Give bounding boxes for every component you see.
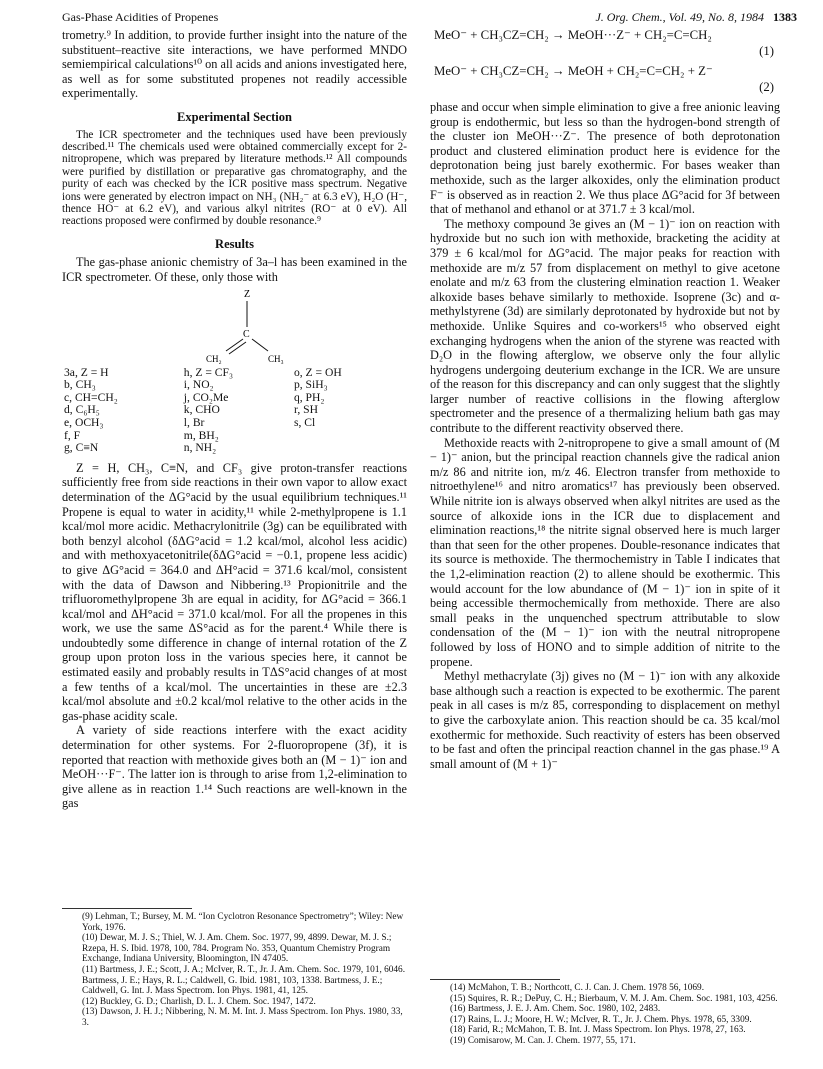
compound-cell: e, OCH₃ <box>64 415 104 429</box>
footnote: (13) Dawson, J. H. J.; Nibbering, N. M. M. Int. J. Mass Spectrom. Ion Phys. 1980, 33, 3. <box>82 1007 403 1028</box>
compound-cell: q, PH₂ <box>293 390 325 404</box>
footnote: (19) Comisarow, M. Can. J. Chem. 1977, 55, 171. <box>450 1035 636 1046</box>
methacrylate-paragraph: Methyl methacrylate (3j) gives no (M − 1)⁻ ion with any alkoxide base although such a reaction is expected to be exothermic. The parent peak in all cases is m/z 85, corresponding to displacement on methyl to give the carboxylate anion. This reaction should be ca. 35 kcal/mol exothermic for methoxide. Such reactivity of esters has been observed to be fast and often the principal reaction channel in the gas phase.¹⁹ A small amount of (M + 1)⁻ <box>430 669 780 771</box>
equation-1-number: (1) <box>759 44 774 58</box>
compound-row <box>62 379 402 392</box>
equation-2-formula: MeO⁻ + CH₃CZ=CH₂ → MeOH + CH₂=C=CH₂ + Z⁻ <box>434 64 713 78</box>
compound-cell: k, CHO <box>183 403 220 417</box>
compound-cell <box>292 430 402 443</box>
footnote: (11) Bartmess, J. E.; Scott, J. A.; McIver, R. T., Jr. J. Am. Chem. Soc. 1979, 101, 6046. Bartmess, J. E.; Hays, R. L.; Caldwell, G. Ibid. 1981, 103, 1338. Bartmess, J. E.; Caldwell, G. Int. J. Mass Spectrom. Ion Phys. 1981, 41, 125. <box>82 964 406 997</box>
footnote: (16) Bartmess, J. E. J. Am. Chem. Soc. 1980, 102, 2483. <box>450 1004 661 1015</box>
compound-table <box>62 367 402 455</box>
right-footnotes <box>430 979 780 1047</box>
left-column <box>62 28 407 811</box>
running-header-journal <box>595 10 797 25</box>
nitro-paragraph: Methoxide reacts with 2-nitropropene to give a small amount of (M − 1)⁻ anion, but the principal reaction channels give the radical anion m/z 86 and nitrite ion, m/z 46. Electron transfer from methoxide to nitroethylene¹⁶ and nitro aromatics¹⁷ has previously been observed. While nitrite ion is always observed when alkyl nitrites are used as the source of alkoxide ions in the ICR due to displacement and elimination reactions,¹⁸ the nitrite signal observed here is much larger than that seen for the other propenes. Double-resonance indicates that its source is methoxide. The thermochemistry in Table I indicates that the 1,2-elimination reaction (2) to allene should be exothermic. This would account for the low abundance of (M − 1)⁻ ion in spite of it being accessible thermochemically from methoxide. There are also small peaks in the unquenched spectrum attributable to slow condensation of the (M − 1)⁻ ion with the neutral nitropropene followed by loss of HONO and to simple addition of nitrite to the propene. <box>430 435 780 669</box>
footnote: (12) Buckley, G. D.; Charlish, D. L. J. Chem. Soc. 1947, 1472. <box>82 996 316 1007</box>
compound-cell: s, Cl <box>293 415 316 429</box>
journal-citation: J. Org. Chem., Vol. 49, No. 8, 1984 <box>595 10 764 24</box>
struct-z-label: Z <box>244 288 251 300</box>
compound-cell: m, BH₂ <box>183 428 219 442</box>
footnote: (9) Lehman, T.; Bursey, M. M. “Ion Cyclotron Resonance Spectrometry”; Wiley: New York, 1976. <box>82 912 404 933</box>
compound-cell: d, C₆H₅ <box>64 403 100 417</box>
compound-cell: o, Z = OH <box>293 365 342 379</box>
footnote: (14) McMahon, T. B.; Northcott, C. J. Can. J. Chem. 1978 56, 1069. <box>450 983 705 993</box>
compound-cell: j, CO₂Me <box>183 390 229 404</box>
compound-cell <box>292 442 402 455</box>
page-number: 1383 <box>773 10 797 24</box>
running-header-title: Gas-Phase Acidities of Propenes <box>62 10 219 24</box>
footnote: (10) Dewar, M. J. S.; Thiel, W. J. Am. Chem. Soc. 1977, 99, 4899. Dewar, M. J. S.; Rzepa, H. S. Ibid. 1978, 100, 784. Program No. 353, Quantum Chemistry Program Exchange, Indiana University, Bloomington, IN 47405. <box>82 933 392 965</box>
footnote: (15) Squires, R. R.; DePuy, C. H.; Bierbaum, V. M. J. Am. Chem. Soc. 1981, 103, 4256. <box>450 993 778 1004</box>
compound-cell: f, F <box>64 428 81 442</box>
equation-2 <box>430 64 780 98</box>
side-reactions-paragraph: A variety of side reactions interfere with the exact acidity determination for other systems. For 2-fluoropropene (3f), it is reported that reaction with methoxide gives both an (M − 1)⁻ ion and MeOH···F⁻. The latter ion is through to arise from 1,2-elimination to give allene as in reaction 1.¹⁴ Such reactions are well-known in the gas <box>62 723 407 811</box>
acidity-paragraph: Z = H, CH₃, C≡N, and CF₃ give proton-transfer reactions sufficiently free from side reactions in their own vapor to allow exact determination of the ΔG°acid by the usual equilibrium techniques.¹¹ Propene is equal to water in acidity,¹¹ while 2-methylpropene is 1.1 kcal/mol more acidic. Methacrylonitrile (3g) can be equilibrated with both benzyl alcohol (δΔG°acid = 1.2 kcal/mol, alcohol less acidic) and with methoxyacetonitrile(δΔG°acid = −0.1, propene less acidic) to give ΔG°acid = 364.0 and ΔH°acid = 371.6 kcal/mol, consistent with the data of Dawson and Nibbering.¹³ Propionitrile and the trifluoromethylpropene 3h are equal in acidity, for ΔG°acid = 366.1 kcal/mol and ΔH°acid = 371.0 kcal/mol. For all the propenes in this work, we use the same ΔS°acid as for the parent.⁴ While there is undoubtedly some difference in change of internal rotation of the Z group upon proton loss in the various species here, it cannot be estimated easily and probably results in TΔS°acid changes of at most a few tenths of a kcal/mol. The uncertainties in these are ±2.3 kcal/mol absolute and ±0.2 kcal/mol relative to the other acids in the gas-phase acidity scale. <box>62 460 407 723</box>
experimental-heading: Experimental Section <box>177 109 292 124</box>
experimental-text: The ICR spectrometer and the techniques used have been previously described.¹¹ The chemicals used were obtained commercially except for 2-nitropropene, which was prepared by literature methods.¹² All compounds were purified by distillation or preparative gas chromatography, and the purity of each was checked by the ICR positive mass spectrum. Negative ions were generated by electron impact on NH₃ (NH₂⁻ at 6.3 eV), H₂O (H⁻, thence HO⁻ at 6.2 eV), and various alkyl nitrites (RO⁻ at 0 eV). All reactions proposed were confirmed by double resonance.⁹ <box>62 128 407 228</box>
results-intro: The gas-phase anionic chemistry of 3a–l has been examined in the ICR spectrometer. Of these, only those with <box>62 255 407 284</box>
results-heading: Results <box>215 236 254 251</box>
compound-row <box>62 417 402 430</box>
compound-row <box>62 404 402 417</box>
compound-cell: 3a, Z = H <box>64 365 109 379</box>
struct-ch3-label: CH₃ <box>268 353 284 364</box>
compound-cell: g, C≡N <box>64 441 99 455</box>
bond-c-ch2-b <box>229 342 246 354</box>
footnote-rule <box>430 979 560 980</box>
compound-row <box>62 392 402 405</box>
footnote: (18) Farid, R.; McMahon, T. B. Int. J. Mass Spectrom. Ion Phys. 1978, 27, 163. <box>450 1025 746 1036</box>
propene-structure <box>62 287 407 367</box>
footnote-rule <box>62 908 192 909</box>
struct-ch2-label: CH₂ <box>206 353 222 364</box>
footnote: (17) Rains, L. J.; Moore, H. W.; McIver, R. T., Jr. J. Chem. Phys. 1978, 65, 3309. <box>450 1014 752 1025</box>
bond-c-ch2-a <box>226 339 243 351</box>
compound-cell: l, Br <box>183 415 205 429</box>
methoxy-paragraph: The methoxy compound 3e gives an (M − 1)⁻ ion on reaction with hydroxide but no such ion with methoxide, bracketing the acidity at 379 ± 6 kcal/mol for ΔG°acid. The major peaks for reaction with methoxide are m/z 57 from displacement on methyl to give acetone enolate and m/z 63 from the clustering elmination reaction 1. Weaker alkoxide bases behave similarly to methoxide. Isoprene (3c) and α-methylstyrene (3d) are similarly deprotonated by hydroxide but not by methoxide. Unlike Squires and co-workers¹⁵ who observed eight exchanging hydrogens when the anion of the styrene was reacted with D₂O in the flowing afterglow, we observe only the four allylic hydrogens undergoing deuterium exchange in the ICR. We are unsure of the reason for this discrepancy and can only suggest that the slightly larger number of reactive collisions in the flowing afterglow spectrometer and the presence of a thermalizing helium bath gas may contribute to the different reactivity observed there. <box>430 216 780 436</box>
intro-paragraph: trometry.⁹ In addition, to provide further insight into the nature of the substituent–reactive site interactions, we have performed MNDO semiempirical calculations¹⁰ on all acids and anions investigated here, as well as for some substituted propenes not readily accessible experimentally. <box>62 28 407 101</box>
compound-row <box>62 430 402 443</box>
equation-1-formula: MeO⁻ + CH₃CZ=CH₂ → MeOH···Z⁻ + CH₂=C=CH₂ <box>434 28 712 42</box>
compound-row <box>62 367 402 380</box>
compound-cell: b, CH₃ <box>64 378 96 392</box>
compound-cell: r, SH <box>293 403 318 417</box>
compound-cell: c, CH=CH₂ <box>64 390 118 404</box>
compound-row <box>62 442 402 455</box>
structure-diagram <box>192 287 302 365</box>
compound-cell: n, NH₂ <box>183 441 217 455</box>
bond-c-ch3 <box>252 339 268 351</box>
right-column <box>430 28 780 771</box>
elimination-paragraph: phase and occur when simple elimination to give a free anionic leaving group is endothermic, but less so than the hydrogen-bond strength of the cluster ion MeOH···Z⁻. The presence of both deprotonation product and clustered elimination product here is evidence for the deprotonation being just barely exothermic. For bases weaker than methoxide, such as the larger alkoxides, only the elimination product F⁻ is observed as in reaction 2. We thus place ΔG°acid for 3f between that of methanol and ethanol or at 371.7 ± 3 kcal/mol. <box>430 100 780 217</box>
compound-cell: h, Z = CF₃ <box>183 365 234 379</box>
compound-cell: p, SiH₃ <box>293 378 328 392</box>
equation-2-number: (2) <box>759 80 774 94</box>
compound-cell: i, NO₂ <box>183 378 214 392</box>
struct-c-label: C <box>243 328 250 340</box>
left-footnotes <box>62 908 407 1029</box>
equation-1 <box>430 28 780 62</box>
